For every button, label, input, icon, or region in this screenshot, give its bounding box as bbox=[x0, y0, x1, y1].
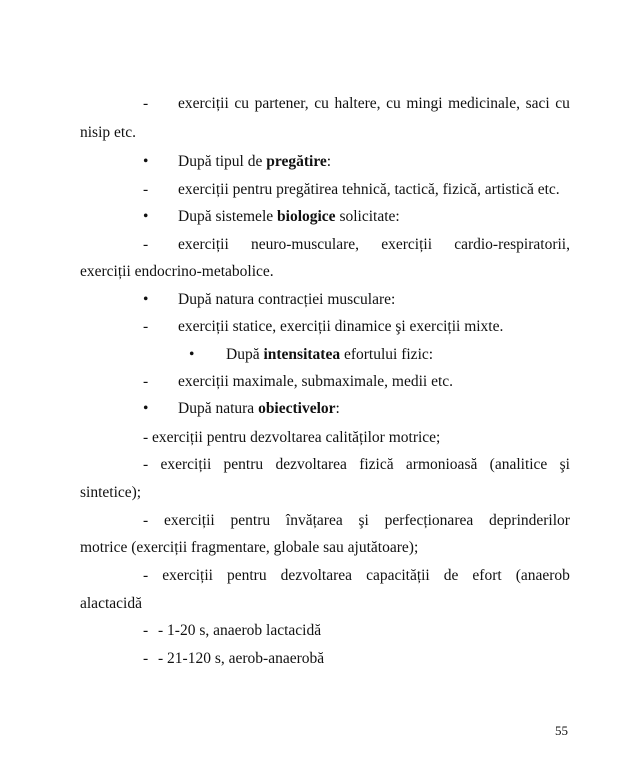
dash-marker: - bbox=[143, 95, 149, 112]
justified-line bbox=[143, 512, 570, 530]
word: pentru bbox=[226, 567, 267, 584]
word: - bbox=[143, 567, 149, 584]
word: cu bbox=[234, 95, 250, 112]
bold-term: pregătire bbox=[266, 153, 327, 170]
dash-marker: - bbox=[143, 373, 149, 390]
bullet-marker: • bbox=[189, 346, 195, 363]
word: cardio-respiratorii, bbox=[454, 236, 570, 253]
word: (anaerob bbox=[515, 567, 570, 584]
word: dezvoltarea bbox=[280, 567, 353, 584]
word: medicinale, bbox=[448, 95, 520, 112]
word: pentru bbox=[223, 456, 264, 473]
list-item: - 1-20 s, anaerob lactacidă bbox=[158, 622, 322, 639]
dash-marker: - bbox=[143, 622, 149, 639]
bullet-heading: După natura obiectivelor: bbox=[178, 400, 340, 417]
bold-term: intensitatea bbox=[263, 346, 341, 363]
word: exerciții bbox=[178, 95, 229, 112]
dash-marker: - bbox=[143, 236, 149, 253]
word: şi bbox=[559, 456, 570, 473]
word: neuro-musculare, bbox=[250, 236, 360, 253]
dash-marker: - bbox=[143, 318, 149, 335]
word: exerciții bbox=[381, 236, 432, 253]
bullet-marker: • bbox=[143, 153, 149, 170]
bullet-heading: După natura contracției musculare: bbox=[178, 291, 396, 308]
word: saci bbox=[525, 95, 550, 112]
word: dezvoltarea bbox=[275, 456, 347, 473]
justified-line bbox=[143, 456, 570, 474]
bold-term: obiectivelor bbox=[258, 400, 336, 417]
bullet-heading: După sistemele biologice solicitate: bbox=[178, 208, 400, 225]
bullet-heading: După tipul de pregătire: bbox=[178, 153, 332, 170]
word: partener, bbox=[254, 95, 309, 112]
paragraph-continuation: nisip etc. bbox=[80, 124, 136, 141]
list-item: exerciții pentru pregătirea tehnică, tactică, fizică, artistică etc. bbox=[178, 181, 560, 198]
list-item: exerciții statice, exerciții dinamice şi exerciții mixte. bbox=[178, 318, 504, 335]
justified-line bbox=[178, 236, 570, 254]
list-item: - exerciții pentru dezvoltarea calităților motrice; bbox=[143, 429, 441, 446]
bullet-marker: • bbox=[143, 400, 149, 417]
paragraph-continuation: exerciții endocrino-metabolice. bbox=[80, 263, 274, 280]
word: exerciții bbox=[178, 236, 229, 253]
word: - bbox=[143, 512, 149, 529]
page-number: 55 bbox=[555, 723, 568, 738]
word: (analitice bbox=[489, 456, 548, 473]
word: pentru bbox=[230, 512, 271, 529]
word: cu bbox=[555, 95, 570, 112]
justified-line bbox=[143, 567, 570, 585]
word: exerciții bbox=[160, 456, 212, 473]
paragraph-continuation: sintetice); bbox=[80, 484, 142, 501]
word: cu bbox=[386, 95, 401, 112]
word: haltere, bbox=[334, 95, 381, 112]
word: fizică bbox=[359, 456, 394, 473]
list-item: exerciții maximale, submaximale, medii etc. bbox=[178, 373, 454, 390]
word: perfecționarea bbox=[384, 512, 474, 529]
word: mingi bbox=[406, 95, 443, 112]
bullet-marker: • bbox=[143, 208, 149, 225]
justified-line bbox=[178, 95, 570, 113]
paragraph-continuation: motrice (exerciții fragmentare, globale sau ajutătoare); bbox=[80, 539, 419, 556]
word: exerciții bbox=[162, 567, 213, 584]
word: cu bbox=[314, 95, 329, 112]
word: şi bbox=[358, 512, 369, 529]
word: exerciții bbox=[163, 512, 215, 529]
list-item: - 21-120 s, aerob-anaerobă bbox=[158, 650, 325, 667]
dash-marker: - bbox=[143, 181, 149, 198]
word: capacității bbox=[366, 567, 430, 584]
dash-marker: - bbox=[143, 650, 149, 667]
word: învățarea bbox=[285, 512, 343, 529]
paragraph-continuation: alactacidă bbox=[80, 595, 142, 612]
word: efort bbox=[472, 567, 502, 584]
bullet-marker: • bbox=[143, 291, 149, 308]
word: de bbox=[443, 567, 459, 584]
word: deprinderilor bbox=[489, 512, 570, 529]
word: armonioasă bbox=[405, 456, 478, 473]
bold-term: biologice bbox=[277, 208, 336, 225]
word: - bbox=[143, 456, 149, 473]
bullet-heading: După intensitatea efortului fizic: bbox=[226, 346, 434, 363]
